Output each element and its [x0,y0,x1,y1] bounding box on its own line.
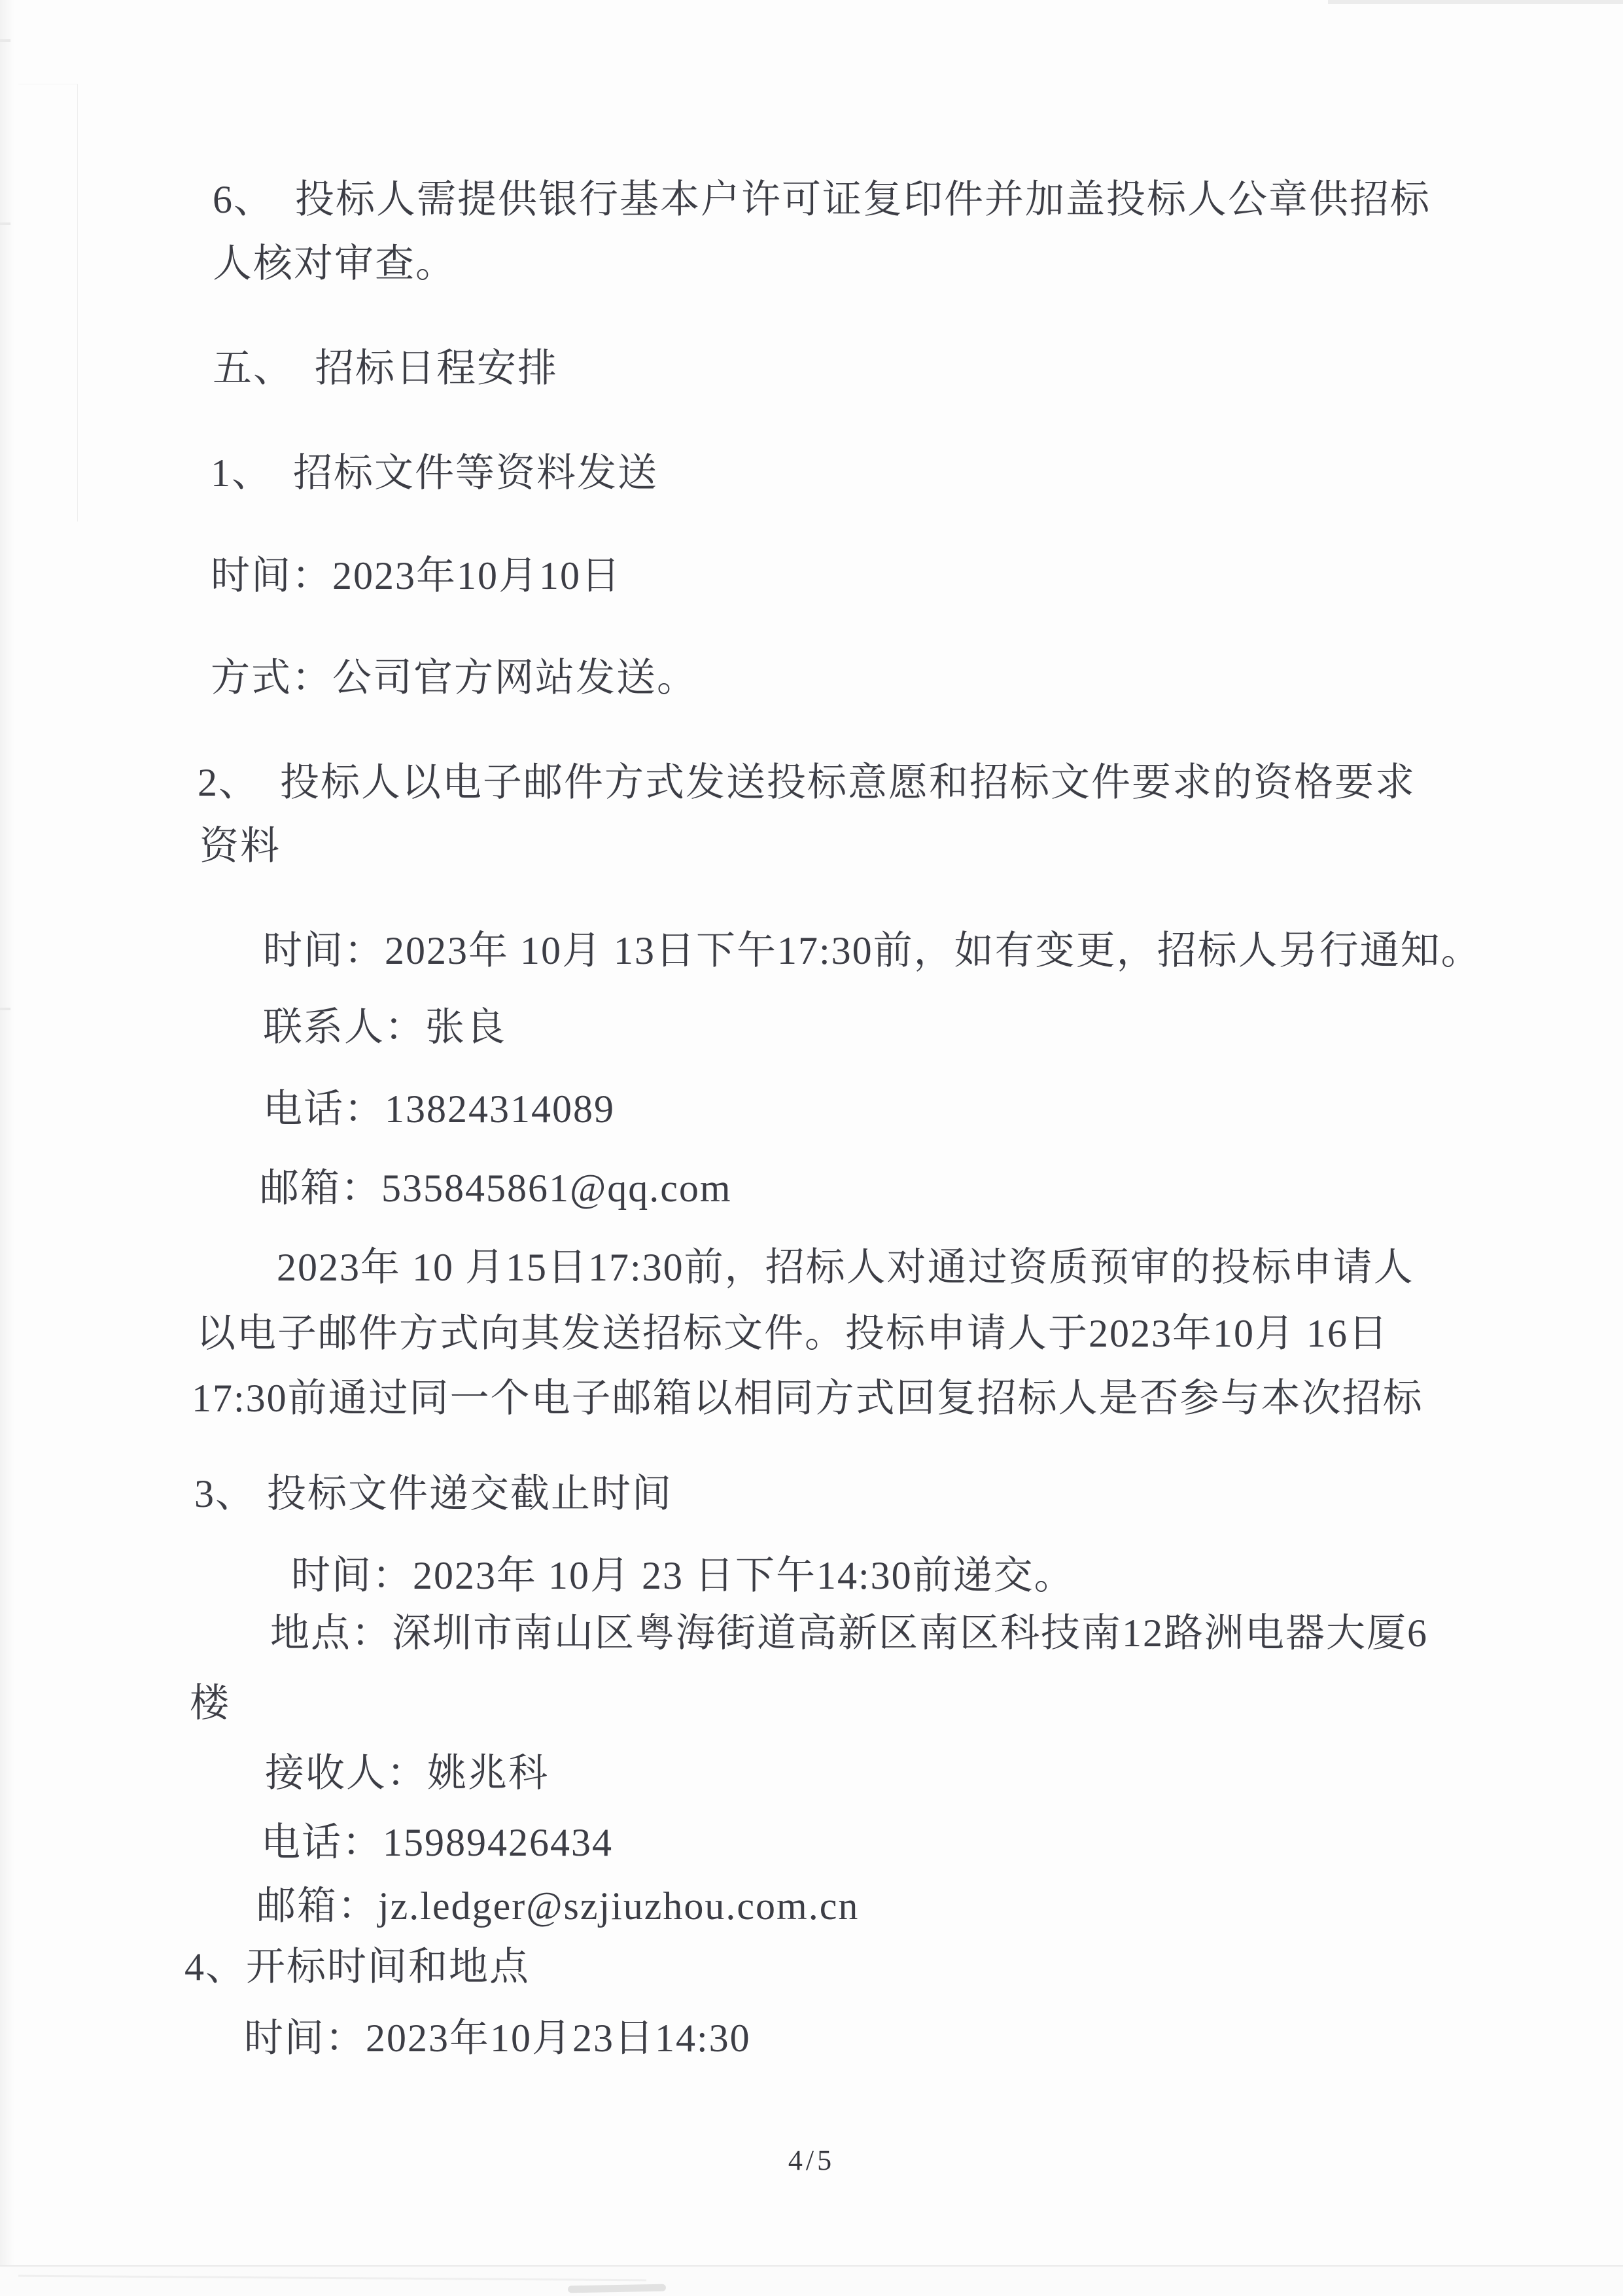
item-3-heading: 3、 投标文件递交截止时间 [194,1472,672,1515]
item-2-contact: 联系人：张良 [263,1006,506,1049]
item-2-line-2: 资料 [200,824,281,868]
scan-artifact-tick [0,222,10,225]
item-3-location-line-1: 地点：深圳市南山区粤海街道高新区南区科技南12路洲电器大厦6 [270,1612,1428,1655]
item-1-method: 方式：公司官方网站发送。 [211,656,697,699]
item-2-para-line-2: 以电子邮件方式向其发送招标文件。投标申请人于2023年10月 16日 [196,1312,1389,1355]
item-6-line-2: 人核对审查。 [213,242,456,285]
item-4-time: 时间：2023年10月23日14:30 [244,2017,751,2060]
item-2-para-line-3: 17:30前通过同一个电子邮箱以相同方式回复招标人是否参与本次招标 [192,1377,1423,1420]
item-3-phone: 电话：15989426434 [261,1821,613,1864]
scan-artifact-tick [0,1008,10,1010]
item-3-time: 时间：2023年 10月 23 日下午14:30前递交。 [291,1554,1075,1597]
page-number: 4/5 [788,2144,835,2176]
scan-artifact-tick [0,39,10,42]
item-3-location-line-2: 楼 [190,1682,230,1725]
item-4-heading: 4、开标时间和地点 [184,1945,530,1988]
item-3-receiver: 接收人：姚兆科 [265,1752,549,1795]
scan-artifact-left-box [18,84,78,521]
item-2-time: 时间：2023年 10月 13日下午17:30前，如有变更，招标人另行通知。 [263,929,1482,972]
item-2-para-line-1: 2023年 10 月15日17:30前，招标人对通过资质预审的投标申请人 [277,1246,1414,1289]
item-1-heading: 1、 招标文件等资料发送 [211,451,658,495]
item-2-phone: 电话：13824314089 [263,1087,615,1131]
scan-artifact-left-edge [0,0,14,2296]
item-3-email: 邮箱：jz.ledger@szjiuzhou.com.cn [256,1884,860,1928]
item-1-time: 时间：2023年10月10日 [211,554,621,597]
scan-artifact-top-smudge [1328,0,1623,4]
item-2-email: 邮箱：535845861@qq.com [260,1167,732,1210]
item-2-line-1: 2、 投标人以电子邮件方式发送投标意愿和招标文件要求的资格要求 [198,761,1416,804]
scan-artifact-bottom-strip [0,2267,1623,2296]
section-5-heading: 五、 招标日程安排 [213,347,558,390]
item-6-line-1: 6、 投标人需提供银行基本户许可证复印件并加盖投标人公章供招标 [213,178,1431,221]
